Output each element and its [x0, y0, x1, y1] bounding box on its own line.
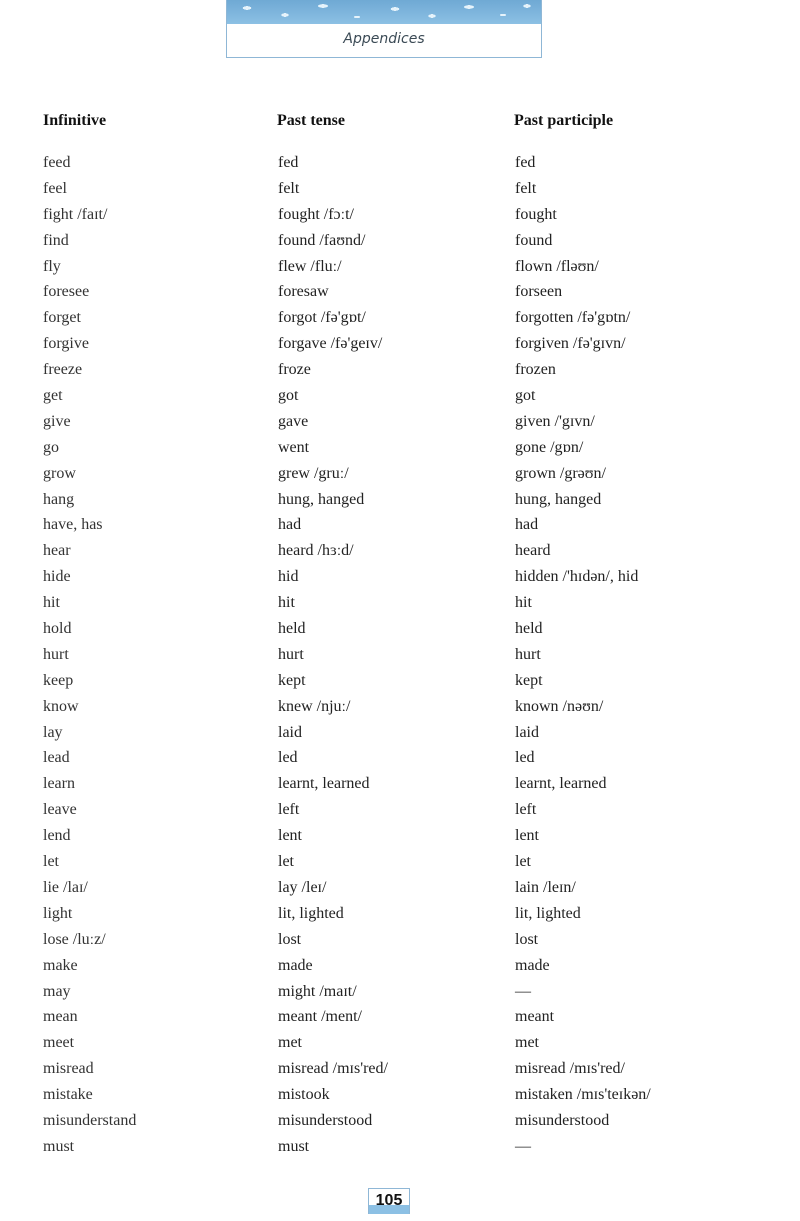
- past-participle-cell: held: [515, 620, 543, 638]
- banner-title: Appendices: [343, 31, 425, 47]
- table-row: [0, 1134, 800, 1160]
- infinitive-cell: have, has: [43, 516, 103, 534]
- table-row: [0, 461, 800, 487]
- infinitive-cell: hold: [43, 620, 72, 638]
- infinitive-cell: lend: [43, 827, 71, 845]
- past-tense-cell: foresaw: [278, 283, 329, 301]
- appendices-banner: [226, 0, 542, 58]
- table-row: [0, 1082, 800, 1108]
- infinitive-cell: lose /luːz/: [43, 930, 106, 948]
- infinitive-cell: keep: [43, 671, 74, 689]
- infinitive-cell: forget: [43, 309, 81, 327]
- past-tense-cell: meant /ment/: [278, 1008, 362, 1026]
- past-participle-cell: —: [515, 982, 531, 1000]
- past-tense-cell: flew /fluː/: [278, 257, 342, 275]
- table-row: [0, 720, 800, 746]
- past-participle-cell: learnt, learned: [515, 775, 607, 793]
- infinitive-cell: grow: [43, 464, 76, 482]
- infinitive-cell: mean: [43, 1008, 78, 1026]
- past-tense-cell: lay /leɪ/: [278, 878, 327, 896]
- past-participle-cell: gone /gɒn/: [515, 438, 584, 456]
- past-participle-cell: lain /leɪn/: [515, 878, 576, 896]
- past-tense-cell: might /maɪt/: [278, 982, 357, 1000]
- past-tense-cell: fought /fɔːt/: [278, 205, 354, 223]
- infinitive-cell: lay: [43, 723, 63, 741]
- table-row: [0, 512, 800, 538]
- past-tense-cell: misunderstood: [278, 1111, 373, 1129]
- page-number: 105: [368, 1188, 410, 1214]
- past-participle-cell: fought: [515, 205, 557, 223]
- past-participle-cell: meant: [515, 1008, 555, 1026]
- table-row: [0, 176, 800, 202]
- past-tense-cell: had: [278, 516, 302, 534]
- table-row: [0, 694, 800, 720]
- past-participle-cell: frozen: [515, 361, 556, 379]
- past-participle-cell: misunderstood: [515, 1111, 610, 1129]
- infinitive-cell: know: [43, 697, 79, 715]
- infinitive-cell: light: [43, 904, 73, 922]
- past-tense-cell: laid: [278, 723, 302, 741]
- table-row: [0, 771, 800, 797]
- past-participle-cell: had: [515, 516, 539, 534]
- table-row: [0, 927, 800, 953]
- past-participle-cell: forseen: [515, 283, 563, 301]
- past-participle-cell: lit, lighted: [515, 904, 581, 922]
- table-row: [0, 487, 800, 513]
- past-participle-cell: hung, hanged: [515, 490, 602, 508]
- infinitive-cell: hurt: [43, 645, 69, 663]
- past-participle-cell: hit: [515, 594, 532, 612]
- infinitive-cell: foresee: [43, 283, 90, 301]
- infinitive-cell: lie /laɪ/: [43, 878, 88, 896]
- past-participle-cell: mistaken /mɪs'teɪkən/: [515, 1086, 651, 1104]
- table-row: [0, 590, 800, 616]
- table-row: [0, 668, 800, 694]
- past-participle-cell: laid: [515, 723, 539, 741]
- table-row: [0, 849, 800, 875]
- table-row: [0, 1108, 800, 1134]
- past-tense-cell: learnt, learned: [278, 775, 370, 793]
- table-row: [0, 616, 800, 642]
- past-participle-cell: kept: [515, 671, 543, 689]
- table-row: [0, 953, 800, 979]
- table-row: [0, 357, 800, 383]
- past-participle-cell: felt: [515, 179, 537, 197]
- table-row: [0, 254, 800, 280]
- table-row: [0, 797, 800, 823]
- infinitive-cell: learn: [43, 775, 75, 793]
- past-participle-cell: forgiven /fə'gɪvn/: [515, 335, 626, 353]
- infinitive-cell: lead: [43, 749, 70, 767]
- past-participle-cell: lost: [515, 930, 539, 948]
- past-tense-cell: misread /mɪs'red/: [278, 1060, 388, 1078]
- infinitive-cell: fly: [43, 257, 61, 275]
- irregular-verbs-table: [0, 150, 800, 1160]
- past-participle-cell: given /'gɪvn/: [515, 412, 595, 430]
- banner-water-strip: [227, 0, 541, 24]
- past-tense-cell: forgot /fə'gɒt/: [278, 309, 366, 327]
- past-tense-cell: forgave /fə'geɪv/: [278, 335, 383, 353]
- table-row: [0, 564, 800, 590]
- past-participle-cell: made: [515, 956, 550, 974]
- past-tense-cell: went: [278, 438, 310, 456]
- table-row: [0, 435, 800, 461]
- table-row: [0, 228, 800, 254]
- table-row: [0, 150, 800, 176]
- infinitive-cell: misread: [43, 1060, 94, 1078]
- past-participle-cell: left: [515, 801, 537, 819]
- infinitive-cell: meet: [43, 1034, 75, 1052]
- infinitive-cell: fight /faɪt/: [43, 205, 108, 223]
- past-tense-cell: heard /hɜːd/: [278, 542, 354, 560]
- past-participle-cell: found: [515, 231, 553, 249]
- past-tense-cell: knew /njuː/: [278, 697, 351, 715]
- header-infinitive: Infinitive: [43, 112, 107, 129]
- infinitive-cell: hang: [43, 490, 75, 508]
- infinitive-cell: hit: [43, 594, 60, 612]
- infinitive-cell: hide: [43, 568, 71, 586]
- past-participle-cell: known /nəʊn/: [515, 697, 604, 715]
- past-participle-cell: hurt: [515, 645, 541, 663]
- table-row: [0, 901, 800, 927]
- past-tense-cell: froze: [278, 361, 311, 379]
- table-row: [0, 305, 800, 331]
- past-tense-cell: mistook: [278, 1086, 330, 1104]
- infinitive-cell: forgive: [43, 335, 89, 353]
- past-tense-cell: left: [278, 801, 300, 819]
- infinitive-cell: hear: [43, 542, 71, 560]
- infinitive-cell: freeze: [43, 361, 83, 379]
- past-tense-cell: lost: [278, 930, 302, 948]
- past-tense-cell: lent: [278, 827, 302, 845]
- past-tense-cell: hung, hanged: [278, 490, 365, 508]
- infinitive-cell: feel: [43, 179, 67, 197]
- header-past-participle: Past participle: [514, 112, 614, 129]
- infinitive-cell: feed: [43, 154, 71, 171]
- past-tense-cell: grew /gruː/: [278, 464, 349, 482]
- past-tense-cell: led: [278, 749, 298, 767]
- past-tense-cell: made: [278, 956, 313, 974]
- table-row: [0, 745, 800, 771]
- table-row: [0, 1056, 800, 1082]
- infinitive-cell: get: [43, 387, 63, 405]
- past-participle-cell: forgotten /fə'gɒtn/: [515, 309, 631, 327]
- table-row: [0, 383, 800, 409]
- past-tense-cell: held: [278, 620, 306, 638]
- past-tense-cell: must: [278, 1137, 310, 1155]
- table-row: [0, 823, 800, 849]
- past-tense-cell: felt: [278, 179, 300, 197]
- infinitive-cell: must: [43, 1137, 75, 1155]
- table-row: [0, 409, 800, 435]
- past-participle-cell: fed: [515, 154, 536, 171]
- past-participle-cell: flown /fləʊn/: [515, 257, 599, 275]
- table-row: [0, 1004, 800, 1030]
- table-row: [0, 202, 800, 228]
- past-participle-cell: misread /mɪs'red/: [515, 1060, 625, 1078]
- past-tense-cell: fed: [278, 154, 299, 171]
- past-participle-cell: —: [515, 1137, 531, 1155]
- header-past-tense: Past tense: [277, 112, 345, 129]
- past-participle-cell: met: [515, 1034, 539, 1052]
- infinitive-cell: misunderstand: [43, 1111, 137, 1129]
- infinitive-cell: go: [43, 438, 59, 456]
- table-row: [0, 1030, 800, 1056]
- table-row: [0, 331, 800, 357]
- past-participle-cell: led: [515, 749, 535, 767]
- past-tense-cell: found /faʊnd/: [278, 231, 366, 249]
- infinitive-cell: may: [43, 982, 71, 1000]
- table-row: [0, 538, 800, 564]
- past-tense-cell: hurt: [278, 645, 304, 663]
- infinitive-cell: find: [43, 231, 69, 249]
- table-row: [0, 979, 800, 1005]
- infinitive-cell: leave: [43, 801, 77, 819]
- past-participle-cell: grown /grəʊn/: [515, 464, 606, 482]
- past-participle-cell: let: [515, 853, 531, 871]
- table-row: [0, 875, 800, 901]
- past-tense-cell: let: [278, 853, 294, 871]
- past-tense-cell: gave: [278, 412, 309, 430]
- table-row: [0, 642, 800, 668]
- past-tense-cell: hit: [278, 594, 295, 612]
- past-participle-cell: heard: [515, 542, 551, 560]
- past-participle-cell: lent: [515, 827, 539, 845]
- infinitive-cell: give: [43, 412, 71, 430]
- past-tense-cell: lit, lighted: [278, 904, 344, 922]
- infinitive-cell: let: [43, 853, 59, 871]
- past-tense-cell: hid: [278, 568, 299, 586]
- past-participle-cell: hidden /'hɪdən/, hid: [515, 568, 639, 586]
- past-tense-cell: met: [278, 1034, 302, 1052]
- infinitive-cell: mistake: [43, 1086, 93, 1104]
- infinitive-cell: make: [43, 956, 78, 974]
- past-participle-cell: got: [515, 387, 536, 405]
- table-row: [0, 279, 800, 305]
- past-tense-cell: got: [278, 387, 299, 405]
- past-tense-cell: kept: [278, 671, 306, 689]
